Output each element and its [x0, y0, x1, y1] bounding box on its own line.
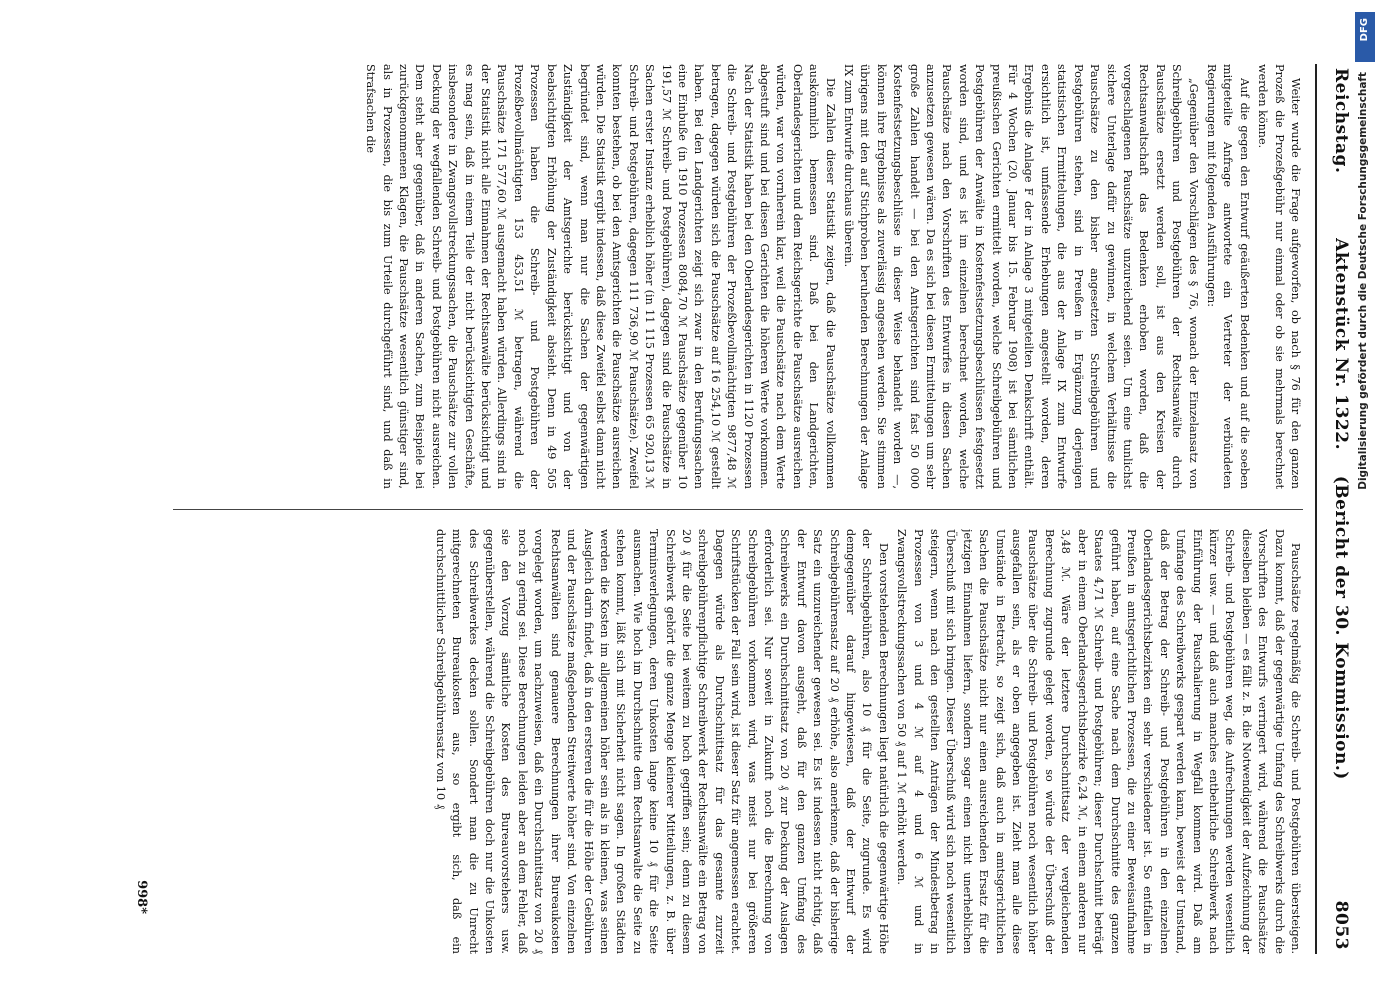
page-number: 8053 [1331, 900, 1351, 950]
paragraph: „Gegenüber den Vorschlägen des § 76, wonach der Einzelansatz von Schreibgebühren und Postgebühren der Rechtsanwälte durch Pauschsätze ersetzt werden soll, ist aus den Kreisen der Rechtsanwaltschaft das Bedenken erhoben worden, daß die vorgeschlagenen Pauschsätze unzureichend seien. Um eine tunlichst sichere Unterlage dafür zu gewinnen, in welchem Verhältnisse die Pauschsätze zu den bisher angesetzten Schreibgebühren und Postgebühren stehen, sind in Preußen in Ergänzung derjenigen statistischen Ermittelungen, die aus der Anlage IX zum Entwurfe ersichtlich ist, umfassende Erhebungen angestellt worden, deren Ergebnis die Anlage F der in Anlage 3 mitgeteilten Denkschrift enthält. Für 4 Wochen (20. Januar bis 15. Februar 1908) ist bei sämtlichen preußischen Gerichten ermittelt worden, welche Schreibgebühren und Postgebühren der Anwälte in Kostenfestsetzungsbeschlüssen festgesetzt worden sind, und es ist im einzelnen berechnet worden, welche Pauschsätze nach den Vorschriften des Entwurfes in diesen Sachen anzusetzen gewesen wären. Da es sich bei diesen Ermittelungen um sehr große Zahlen handelt — bei den Amtsgerichten sind fast 50 000 Kostenfestsetzungsbeschlüsse in dieser Weise behandelt worden —, können ihre Ergebnisse als zuverlässig angesehen werden. Sie stimmen übrigens mit den auf Stichproben beruhenden Berechnungen der Anlage IX zum Entwurfe durchaus überein. [842, 64, 1200, 489]
header-rule [1315, 64, 1317, 954]
column-divider [173, 509, 1303, 510]
paragraph: Die Zahlen dieser Statistik zeigen, daß die Pauschsätze vollkommen auskömmlich bemessen sind. Daß bei den Landgerichten, Oberlandesgerichten und dem Reichsgerichte die Pauschsätze ausreichen würden, war von vornherein klar, weil die Pauschsätze nach dem Werte abgestuft sind und bei diesen Gerichten die höheren Werte vorkommen. Nach der Statistik haben bei den Oberlandesgerichten in 1120 Prozessen die Schreib- und Postgebühren der Prozeßbevollmächtigten 9877,48 ℳ betragen, dagegen würden sich die Pauschsätze auf 16 254,10 ℳ gestellt haben. Bei den Landgerichten zeigt sich zwar in den Berufungssachen eine Einbuße (in 1910 Prozessen 8084,70 ℳ Pauschsätze gegenüber 10 191,57 ℳ Schreib- und Postgebühren), dagegen sind die Pauschsätze in Sachen erster Instanz erheblich höher (in 11 115 Prozessen 65 920,13 ℳ Schreib- und Postgebühren, dagegen 111 736,90 ℳ Pauschsätze). Zweifel konnten bestehen, ob bei den Amtsgerichten die Pauschsätze ausreichen würden. Die Statistik ergibt indessen, daß diese Zweifel selbst dann nicht begründet sind, wenn man nur die Sachen der gegenwärtigen Zuständigkeit der Amtsgerichte berücksichtigt und von der beabsichtigten Erhöhung der Zuständigkeit absieht. Denn in 49 505 Prozessen haben die Schreib- und Postgebühren der Prozeßbevollmächtigten 153 453,51 ℳ betragen, während die Pauschsätze 171 577,60 ℳ ausgemacht haben würden. Allerdings sind in der Statistik nicht alle Einnahmen der Rechtsanwälte berücksichtigt und es mag sein, daß in einem Teile der nicht berücksichtigten Geschäfte, insbesondere in Zwangsvollstreckungssachen, die Pauschsätze zur vollen Deckung der wegfallenden Schreib- und Postgebühren nicht ausreichen. Dem steht aber gegenüber, daß in anderen Sachen, zum Beispiele bei zurückgenommenen Klagen, die Pauschsätze wesentlich günstiger sind, als in Prozessen, die bis zum Urteile durchgeführt sind, und daß in Strafsachen die [364, 64, 837, 489]
header-document-number: Aktenstück Nr. 1322. [1331, 238, 1351, 450]
paragraph: Den vorstehenden Berechnungen liegt natürlich die gegenwärtige Höhe der Schreibgebühren, also 10 ₰ für die Seite, zugrunde. Es wird demgegenüber darauf hingewiesen, daß der Entwurf der Schreibgebührensatz auf 20 ₰ erhöhe, also anerkenne, daß der bisherige Satz ein unzureichender gewesen sei. Es ist indessen nicht richtig, daß der Entwurf davon ausgeht, daß für den ganzen Umfang des Schreibwerks ein Durchschnittsatz von 20 ₰ zur Deckung der Auslagen erforderlich sei. Nur soweit in Zukunft noch die Berechnung von Schreibgebühren vorkommen wird, was meist nur bei größeren Schriftstücken der Fall sein wird, ist dieser Satz für angemessen erachtet. Dagegen würde als Durchschnittsatz für das gesamte zurzeit schreibgebührenpflichtige Schreibwerk der Rechtsanwälte ein Betrag von 20 ₰ für die Seite bei weitem zu hoch gegriffen sein; denn zu diesem Schreibwerk gehört die ganze Menge kleinerer Mitteilungen, z. B. über Terminsverlegungen, deren Unkosten lange keine 10 ₰ für die Seite ausmachen. Wie hoch im Durchschnitte dem Rechtsanwalte die Seite zu stehen kommt, läßt sich mit Sicherheit nicht sagen. In großen Städten werden die Kosten im allgemeinen höher sein als in kleinen, was seinen Ausgleich darin findet, daß in den ersteren die für die Höhe der Gebühren und der Pauschsätze maßgebenden Streitwerte höher sind. Von einzelnen Rechtsanwälten sind genauere Berechnungen ihrer Bureaukosten vorgelegt worden, um nachzuweisen, daß ein Durchschnittsatz von 20 ₰ noch zu gering sei. Diese Berechnungen leiden aber an dem Fehler, daß sie den Vorzug sämtliche Kosten des Bureauvorstehers usw. gegenüberstellen, während die Schreibgebühren doch nur die Unkosten des Schreibwerkes decken sollen. Sondert man die zu Unrecht mitgerechneten Bureaukosten aus, so ergibt sich, daß ein durchschnittlicher Schreibgebührensatz von 10 ₰ [433, 529, 890, 954]
signature-mark: 998* [134, 880, 149, 914]
header-document-title [1331, 64, 1351, 954]
header-publication: Reichstag. [1331, 68, 1351, 174]
dfg-logo [1355, 12, 1375, 62]
text-column-left [163, 64, 1303, 489]
text-column-right [163, 529, 1303, 954]
document-page [71, 64, 1361, 954]
digitization-note: Digitalisierung gefördert durch die Deutsche Forschungsgemeinschaft [1357, 72, 1369, 490]
digitization-sidebar [1349, 12, 1381, 972]
paragraph: Weiter wurde die Frage aufgeworfen, ob nach § 76 für den ganzen Prozeß die Prozeßgebühr nur einmal oder ob sie mehrmals berechnet werden könne. [1256, 64, 1302, 489]
paragraph: Auf die gegen den Entwurf geäußerten Bedenken und auf die soeben mitgeteilte Anfrage antwortete ein Vertreter der verbündeten Regierungen mit folgenden Ausführungen: [1204, 64, 1251, 489]
header-report-title: (Bericht der 30. Kommission.) [1331, 475, 1351, 780]
dfg-logo-text: DFG [1359, 18, 1370, 42]
paragraph: Pauschsätze regelmäßig die Schreib- und Postgebühren übersteigen. Dazu kommt, daß der gegenwärtige Umfang des Schreibwerks durch die Vorschriften des Entwurfs verringert wird, während die Pauschsätze dieselben bleiben — es fällt z. B. die Notwendigkeit der Aufzeichnung der Schreib- und Postgebühren weg, die Aufrechnungen werden wesentlich kürzer usw. — und daß auch manches entbehrliche Schreibwerk nach Einführung der Pauschalierung in Wegfall kommen wird. Daß am Umfange des Schreibwerks gespart werden kann, beweist der Umstand, daß der Betrag der Schreib- und Postgebühren in den einzelnen Oberlandesgerichtsbezirken ein sehr verschiedener ist. So entfallen in Preußen in amtsgerichtlichen Prozessen, die zu einer Beweisaufnahme geführt haben, auf eine Sache nach dem Durchschnitte des ganzen Staates 4,71 ℳ Schreib- und Postgebühren; dieser Durchschnitt beträgt aber in einem Oberlandesgerichtsbezirke 6,24 ℳ, in einem anderen nur 3,48 ℳ. Wäre der letztere Durchschnittsatz der vergleichenden Berechnung zugrunde gelegt worden, so würde der Überschuß der Pauschsätze über die Schreib- und Postgebühren noch wesentlich höher ausgefallen sein, als er oben angegeben ist. Zieht man alle diese Umstände in Betracht, so zeigt sich, daß auch in amtsgerichtlichen Sachen die Pauschsätze nicht nur einen ausreichenden Ersatz für die jetzigen Einnahmen liefern, sondern sogar einen nicht unerheblichen Überschuß mit sich bringen. Dieser Überschuß wird sich noch wesentlich steigern, wenn nach den gestellten Anträgen der Mindestbetrag in Prozessen von 3 und 4 ℳ auf 4 und 6 ℳ und in Zwangsvollstreckungssachen von 50 ₰ auf 1 ℳ erhöht werden. [895, 529, 1302, 954]
